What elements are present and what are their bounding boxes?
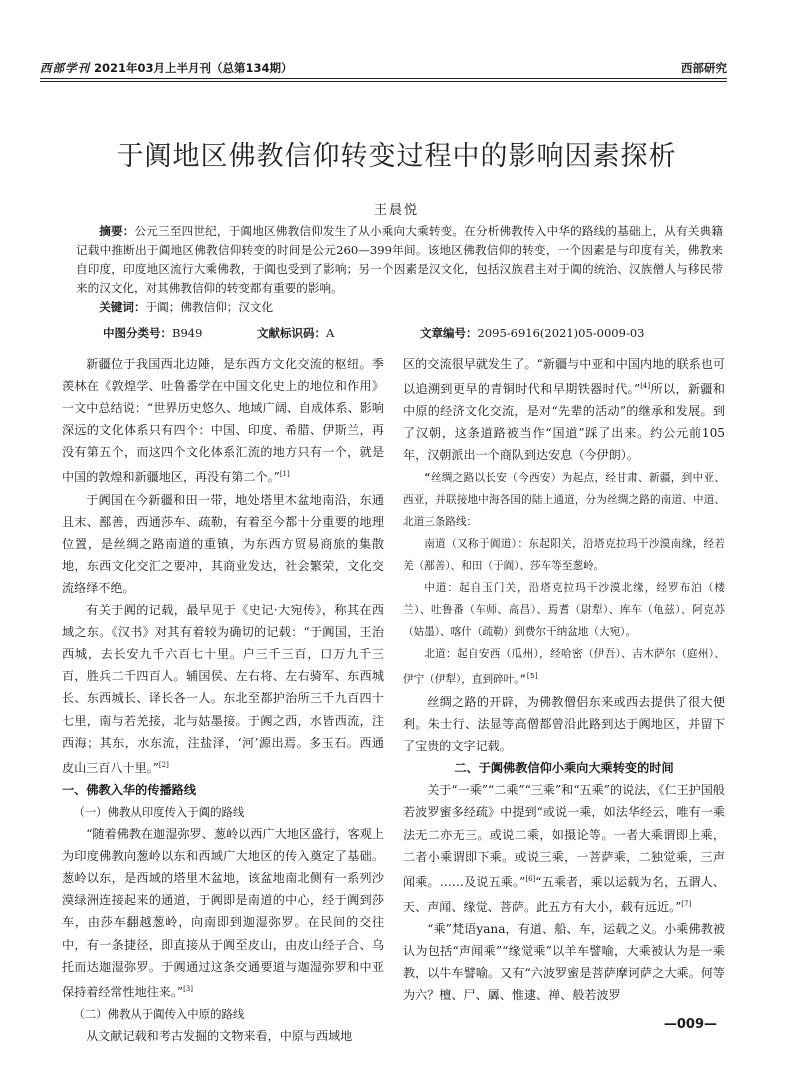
citation: [3] bbox=[183, 984, 193, 993]
article-title: 于阗地区佛教信仰转变过程中的影响因素探析 bbox=[116, 141, 677, 172]
issue-info: 2021年03月上半月刊（总第134期） bbox=[94, 61, 293, 75]
section-heading: 二、于阗佛教信仰小乘向大乘转变的时间 bbox=[454, 761, 674, 776]
doc-code bbox=[257, 325, 334, 341]
clc-value: B949 bbox=[172, 326, 203, 340]
paragraph bbox=[62, 823, 384, 1003]
quote-paragraph: “丝绸之路以长安（今西安）为起点，经甘肃、新疆，到中亚、西亚，并联接地中海各国的陆上通道，分为丝绸之路的南道、中道、北道三条路线： bbox=[403, 471, 725, 528]
header-journal-info bbox=[40, 60, 293, 76]
paragraph-text: 所以，新疆和中原的经济文化交流，是对“先辈的活动”的继承和发展。到了汉朝，这条道路被当作“国道”踩了出来。约公元前105年，汉朝派出一个商队到达安息（今伊朗）。 bbox=[403, 382, 725, 463]
clc-label: 中图分类号： bbox=[103, 326, 172, 340]
paragraph-text: 新疆位于我国西北边陲，是东西方文化交流的枢纽。季羡林在《敦煌学、吐鲁番学在中国文化史上的地位和作用》一文中总结说：“世界历史悠久、地域广阔、自成体系、影响深远的文化体系只有四个：中国、印度、希腊、伊斯兰，再没有第五个，而这四个文化体系汇流的地方只有一个，就是中国的敦煌和新疆地区，再没有第二个。” bbox=[62, 357, 384, 485]
article-label: 文章编号： bbox=[420, 326, 478, 340]
doc-label: 文献标识码： bbox=[257, 326, 326, 340]
paragraph bbox=[62, 599, 384, 779]
citation: [1] bbox=[279, 470, 290, 479]
paragraph bbox=[403, 779, 725, 918]
paragraph-text: 关于“一乘”“二乘”“三乘”和“五乘”的说法，《仁王护国般若波罗蜜多经疏》中提到“或说一乘，如法华经云，唯有一乘法无二亦无三。或说二乘，如摄论等。一者大乘谓即上乘，二者小乘谓即下乘。或说三乘，一菩萨乘，二独觉乘，三声闻乘。……及说五乘。” bbox=[403, 783, 725, 889]
citation: [7] bbox=[681, 899, 692, 908]
paragraph-text: “五乘者，乘以运载为名，五谓人、天、声闻、缘觉、菩萨。此五方有大小，载有远近。” bbox=[403, 874, 725, 914]
quote-text: 北道：起自安西（瓜州），经哈密（伊吾）、吉木萨尔（庭州）、伊宁（伊犁），直到碎叶。” bbox=[403, 648, 725, 686]
paragraph: 从文献记载和考古发掘的文物来看，中原与西域地 bbox=[86, 1028, 353, 1043]
article-number bbox=[420, 325, 644, 341]
abstract-label: 摘要： bbox=[99, 224, 135, 238]
author-name: 王晨悦 bbox=[373, 203, 419, 218]
paragraph-text: 有关于阗的记载，最早见于《史记·大宛传》，称其在西域之东。《汉书》对其有着较为确切的记载：“于阗国，王治西城，去长安九千六百七十里。户三千三百，口万九千三百，胜兵二千四百人。辅国侯、左右将、左右骑军、东西城长、东西城长、译长各一人。东北至都护治所三千九百四十七里，南与若羌接，北与姑墨接。于阗之西，水皆西流，注西海；其东，水东流，注盐泽，‘河’源出焉。多玉石。西通皮山三百八十里。” bbox=[62, 603, 384, 775]
subsection-heading: （一）佛教从印度传入于阗的路线 bbox=[73, 804, 245, 819]
clc-code bbox=[103, 325, 202, 341]
header-rule bbox=[40, 78, 727, 79]
section-label: 西部研究 bbox=[681, 61, 727, 75]
paragraph-text: “随着佛教在迦湿弥罗、葱岭以西广大地区盛行，客观上为印度佛教向葱岭以东和西域广大地区的传入奠定了基础。葱岭以东，是西域的塔里木盆地，该盆地南北侧有一系列沙漠绿洲连接起来的通道，于阗即是南道的中心，经于阗到莎车，由莎车翻越葱岭，向南即到迦湿弥罗。在民间的交往中，有一条捷径，即直接从于阗至皮山，由皮山经子合、乌托而达迦湿弥罗。于阗通过这条交通要道与迦湿弥罗和中亚保持着经常性地往来。” bbox=[62, 827, 384, 999]
paragraph: 于阗国在今新疆和田一带，地处塔里木盆地南沿，东通且末、鄯善，西通莎车、疏勒，有着至今都十分重要的地理位置，是丝绸之路南道的重镇，为东西方贸易商旅的集散地，东西文化交汇之要冲，其商业发达，社会繁荣，文化交流络绎不绝。 bbox=[62, 492, 384, 595]
paragraph bbox=[403, 353, 725, 467]
right-column bbox=[403, 353, 725, 1006]
quote-paragraph: 中道：起自玉门关，沿塔克拉玛干沙漠北缘，经罗布泊（楼兰）、吐鲁番（车师、高昌）、焉耆（尉犁）、库车（龟兹）、阿克苏（姑墨）、喀什（疏勒）到费尔干纳盆地（大宛）。 bbox=[403, 581, 725, 639]
keywords-label: 关键词： bbox=[99, 300, 146, 314]
section-heading: 一、佛教入华的传播路线 bbox=[62, 782, 197, 797]
citation: [6] bbox=[525, 874, 536, 883]
page-header bbox=[40, 56, 727, 78]
page-number: —009— bbox=[663, 1017, 717, 1032]
abstract-text: 公元三至四世纪，于阗地区佛教信仰发生了从小乘向大乘转变。在分析佛教传入中华的路线的基础上，从有关典籍记载中推断出于阗地区佛教信仰转变的时间是公元260—399年间。该地区佛教信仰的转变，一个因素是与印度有关，佛教来自印度，印度地区流行大乘佛教，于阗也受到了影响；另一个因素是汉文化，包括汉族君主对于阗的统治、汉族僧人与移民带来的汉文化，对其佛教信仰的转变都有重要的影响。 bbox=[76, 224, 723, 295]
journal-logo: 西部学刊 bbox=[40, 61, 90, 75]
keywords-text: 于阗；佛教信仰；汉文化 bbox=[145, 300, 274, 314]
quote-paragraph bbox=[403, 643, 725, 691]
citation: [5] bbox=[525, 672, 539, 681]
header-rule-thin bbox=[40, 81, 727, 82]
paragraph-text: 区的交流很早就发生了。“新疆与中亚和中国内地的联系也可以追溯到更早的青铜时代和早期铁器时代。” bbox=[403, 357, 725, 397]
quote-paragraph: 南道（又称于阗道）：东起阳关，沿塔克拉玛干沙漠南缘，经若羌（鄯善）、和田（于阗）、莎车等至葱岭。 bbox=[403, 537, 725, 572]
paragraph bbox=[62, 353, 384, 489]
left-column bbox=[62, 353, 384, 1047]
paragraph: 丝绸之路的开辟，为佛教僧侣东来或西去提供了很大便利。朱士行、法显等高僧都曾沿此路到达于阗地区，并留下了宝贵的文字记载。 bbox=[403, 694, 725, 754]
subsection-heading: （二）佛教从于阗传入中原的路线 bbox=[73, 1006, 245, 1021]
article-value: 2095-6916(2021)05-0009-03 bbox=[477, 326, 645, 340]
abstract bbox=[76, 222, 723, 317]
paragraph: “乘”梵语yana，有道、船、车，运载之义。小乘佛教被认为包括“声闻乘”“缘觉乘”以羊车譬喻，大乘被认为是一乘教，以牛车譬喻。又有“六波罗蜜是菩萨摩诃萨之大乘。何等为六？檀、尸、羼、惟逮、禅、般若波罗 bbox=[403, 921, 725, 1003]
citation: [2] bbox=[158, 760, 169, 769]
citation: [4] bbox=[640, 382, 651, 391]
doc-value: A bbox=[326, 326, 335, 340]
